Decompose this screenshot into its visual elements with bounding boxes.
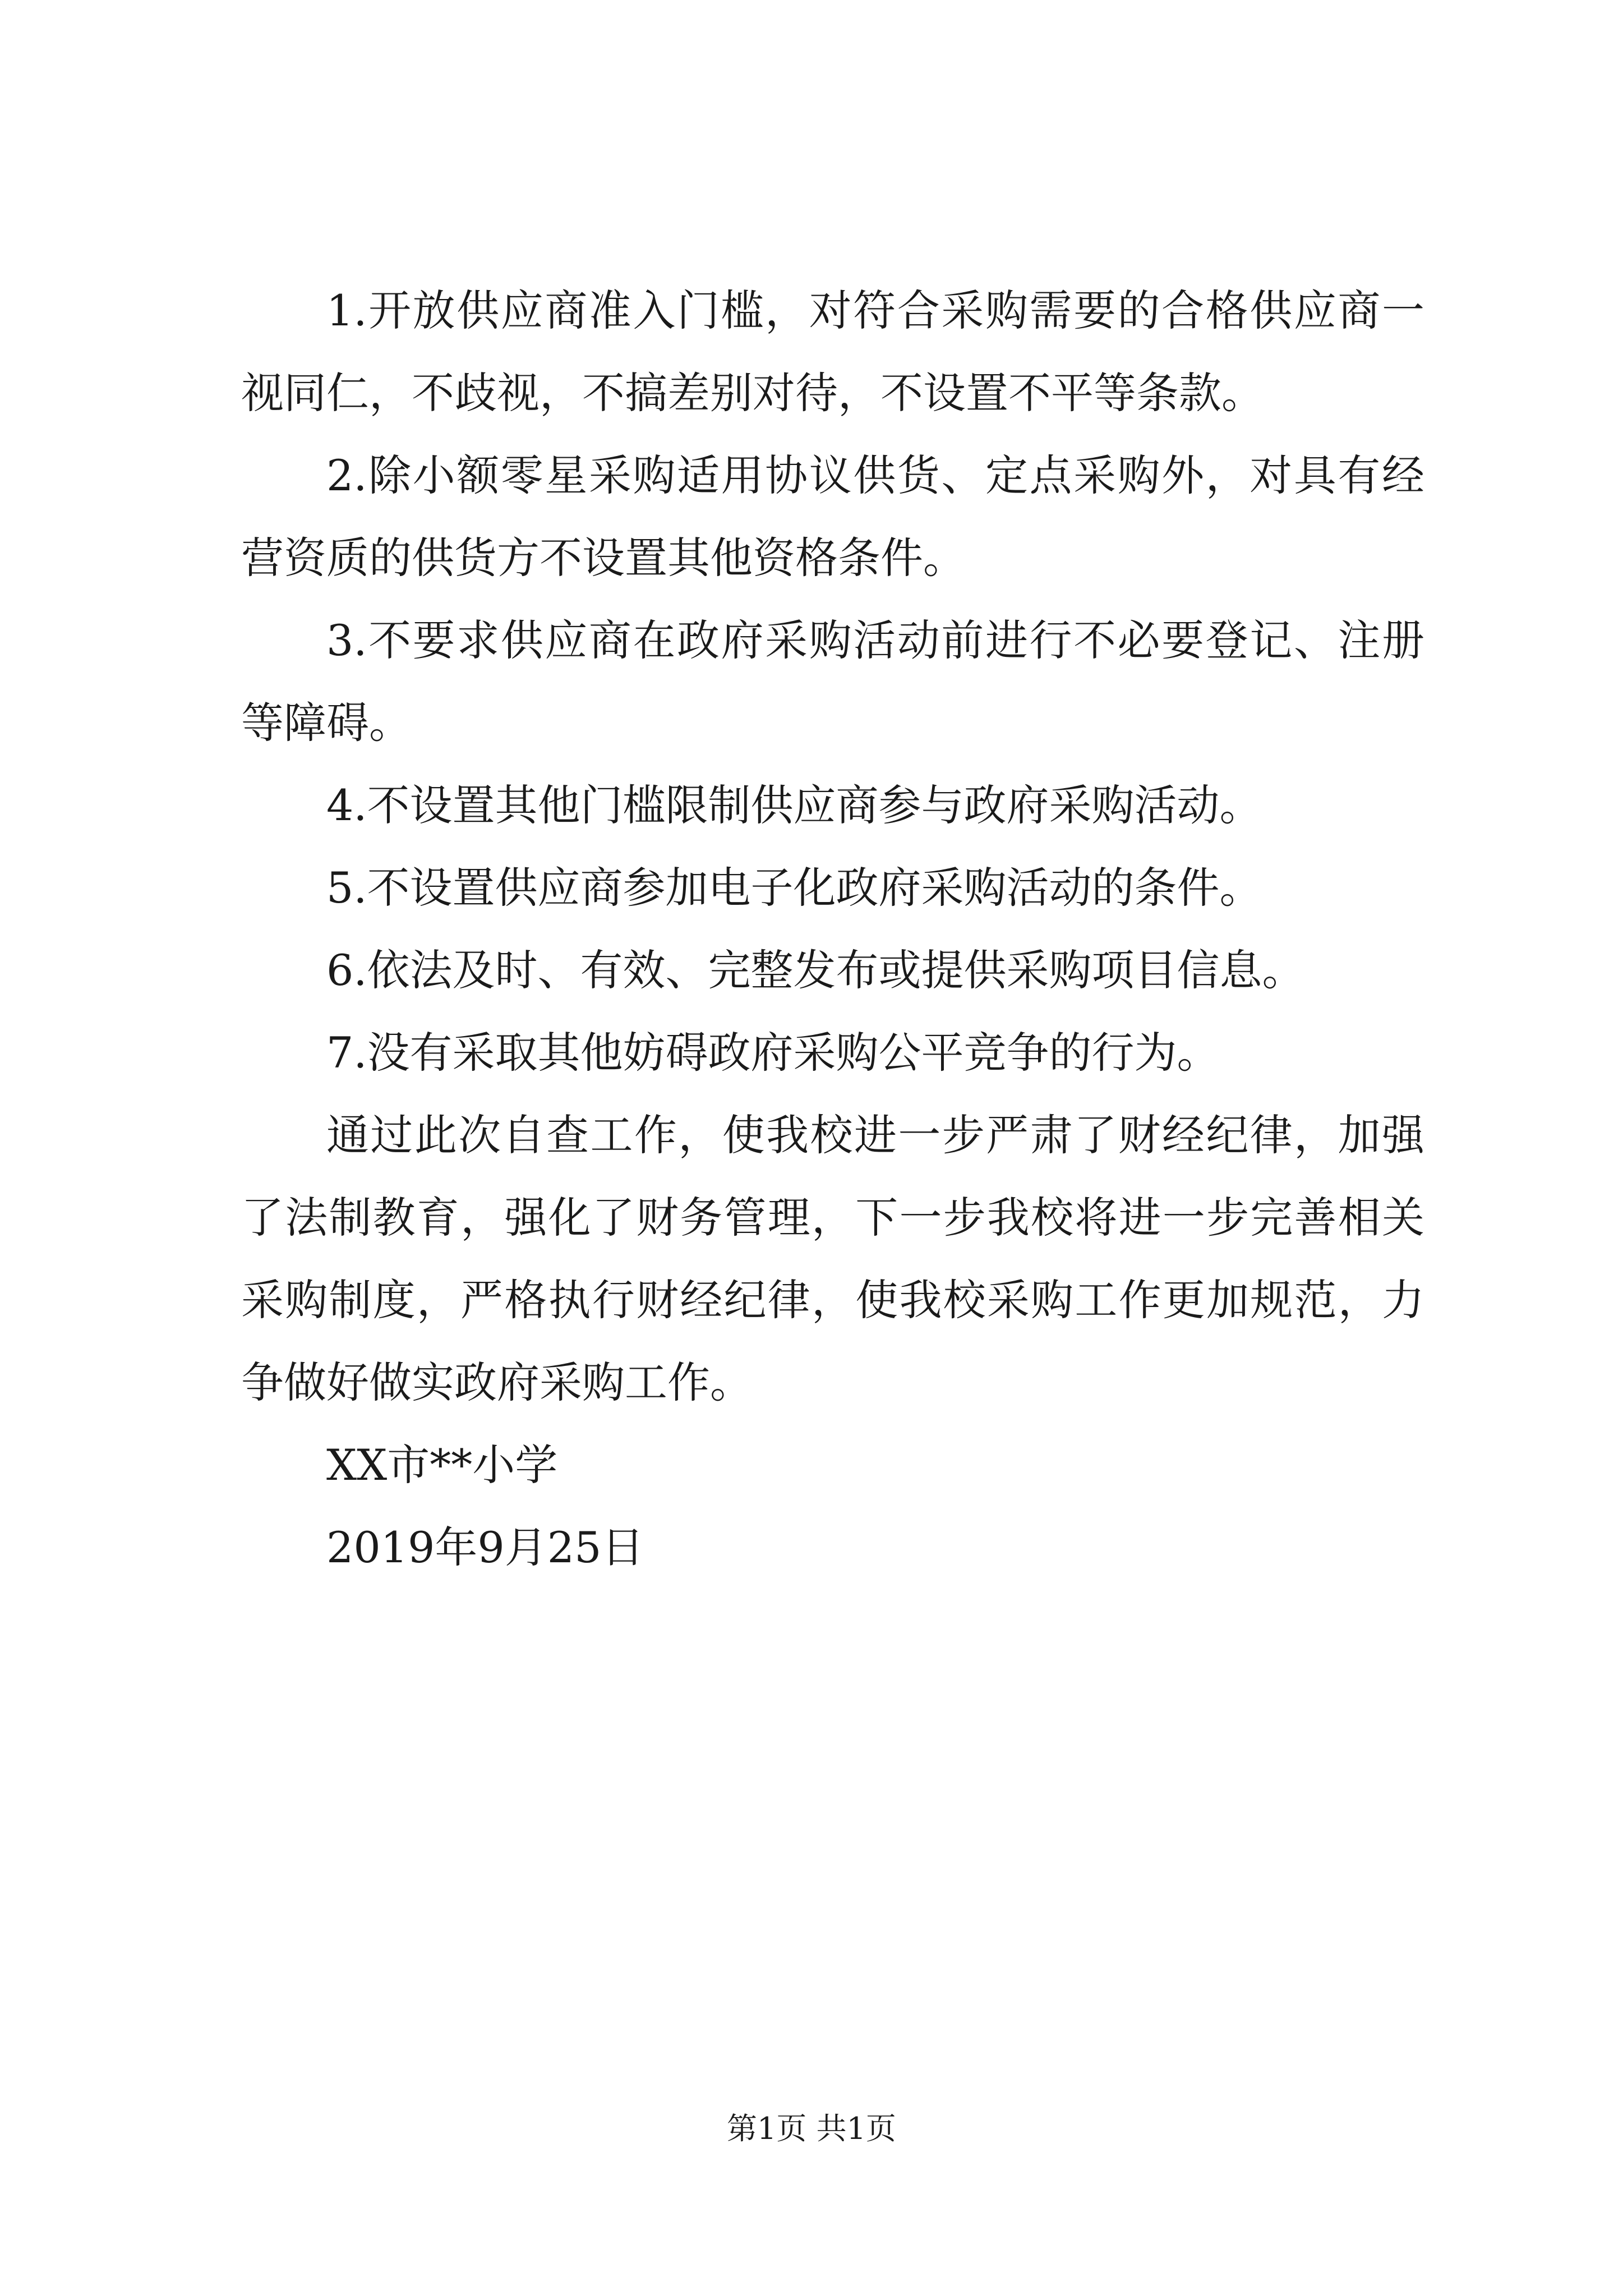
document-body: [241, 269, 1424, 1589]
paragraph-item-5: 5.不设置供应商参加电子化政府采购活动的条件。: [326, 863, 1262, 913]
paragraph-item-7: 7.没有采取其他妨碍政府采购公平竞争的行为。: [326, 1028, 1220, 1078]
paragraph-item-6: 6.依法及时、有效、完整发布或提供采购项目信息。: [326, 945, 1305, 995]
page-footer: 第1页 共1页: [727, 2111, 896, 2146]
paragraph-item-4: 4.不设置其他门槛限制供应商参与政府采购活动。: [326, 780, 1262, 830]
paragraph-summary: 通过此次自查工作，使我校进一步严肃了财经纪律，加强了法制教育，强化了财务管理，下一步我校将进一步完善相关采购制度，严格执行财经纪律，使我校采购工作更加规范，力争做好做实政府采购工作。: [241, 1110, 1424, 1407]
paragraph-item-2: 2.除小额零星采购适用协议供货、定点采购外，对具有经营资质的供货方不设置其他资格条件。: [241, 450, 1424, 583]
paragraph-item-1: 1.开放供应商准入门槛，对符合采购需要的合格供应商一视同仁，不歧视，不搞差别对待，不设置不平等条款。: [241, 286, 1424, 418]
signature-organization: XX市**小学: [326, 1440, 558, 1490]
signature-date: 2019年9月25日: [326, 1522, 644, 1572]
paragraph-item-3: 3.不要求供应商在政府采购活动前进行不必要登记、注册等障碍。: [241, 615, 1424, 748]
